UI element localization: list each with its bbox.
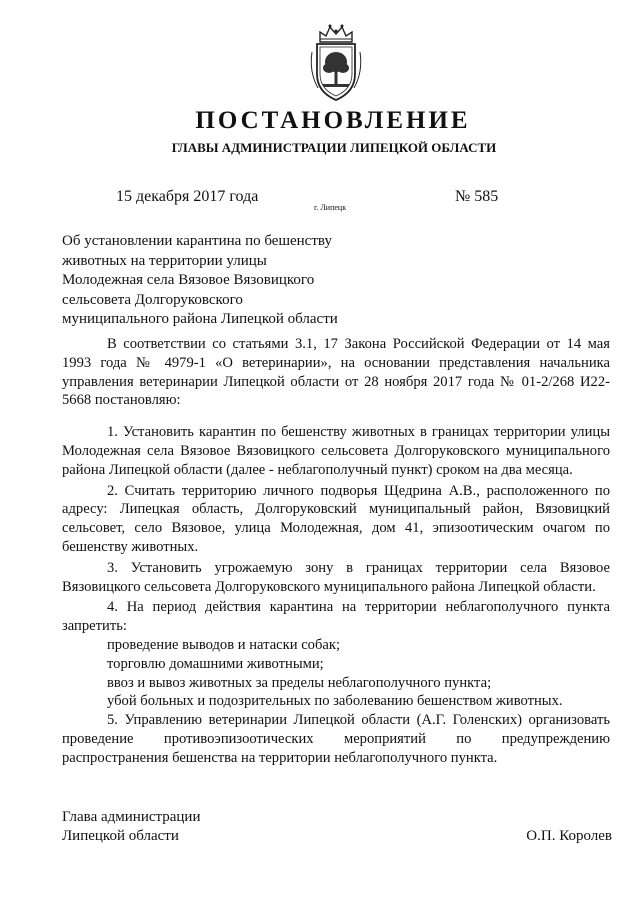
preamble-paragraph: В соответствии со статьями 3.1, 17 Закона Российской Федерации от 14 мая 1993 года № 4979-1 «О ветеринарии», на основании представления начальника управления ветеринарии Липецкой области от 28 ноября 2017 года № 01-2/268 И22-5668 постановляю:: [62, 336, 610, 409]
document-number: № 585: [455, 188, 499, 205]
prohibition-item: торговлю домашними животными;: [107, 655, 324, 672]
signature-block: [62, 808, 612, 846]
item-1-paragraph: 1. Установить карантин по бешенству животных в границах территории улицы Молодежная села Вязовое Вязовицкого сельсовета Долгоруковского муниципального района Липецкой области (далее - неблагополучный пункт) сроком на два месяца.: [62, 424, 610, 478]
document-place: г. Липецк: [314, 203, 347, 212]
subject-line: муниципального района Липецкой области: [62, 311, 338, 327]
document-body: [62, 335, 610, 768]
document-subtitle: ГЛАВЫ АДМИНИСТРАЦИИ ЛИПЕЦКОЙ ОБЛАСТИ: [171, 140, 497, 155]
document-date: 15 декабря 2017 года: [116, 188, 259, 205]
prohibition-item: ввоз и вывоз животных за пределы неблагополучного пункта;: [107, 674, 492, 691]
item-5-paragraph: 5. Управлению ветеринарии Липецкой области (А.Г. Голенских) организовать проведение противоэпизоотических мероприятий по предупреждению распространения бешенства на территории неблагополучного пункта.: [62, 712, 610, 766]
signatory-name: О.П. Королев: [526, 828, 612, 844]
coat-of-arms-icon: [306, 22, 366, 104]
document-title: ПОСТАНОВЛЕНИЕ: [195, 107, 471, 134]
item-4-paragraph: 4. На период действия карантина на территории неблагополучного пункта запретить:: [62, 599, 610, 635]
prohibition-item: убой больных и подозрительных по заболеванию бешенством животных.: [107, 693, 563, 710]
subject-line: животных на территории улицы: [62, 252, 267, 269]
subject-line: Об установлении карантина по бешенству: [62, 233, 332, 249]
signatory-position-line1: Глава администрации: [62, 809, 201, 825]
subject-line: сельсовета Долгоруковского: [62, 291, 243, 308]
subject-line: Молодежная села Вязовое Вязовицкого: [62, 272, 315, 288]
item-3-paragraph: 3. Установить угрожаемую зону в границах территории села Вязовое Вязовицкого сельсовета Долгоруковского муниципального района Липецкой области.: [62, 559, 610, 595]
item-2-paragraph: 2. Считать территорию личного подворья Щедрина А.В., расположенного по адресу: Липецкая область, Долгоруковский муниципальный район, Вязовицкий сельсовет, село Вязовое, улица Молодежная, дом 41, эпизоотическим очагом по бешенству животных.: [62, 482, 610, 555]
prohibition-item: проведение выводов и натаски собак;: [107, 636, 341, 653]
signatory-position-line2: Липецкой области: [62, 828, 179, 844]
document-subject: [62, 232, 362, 330]
